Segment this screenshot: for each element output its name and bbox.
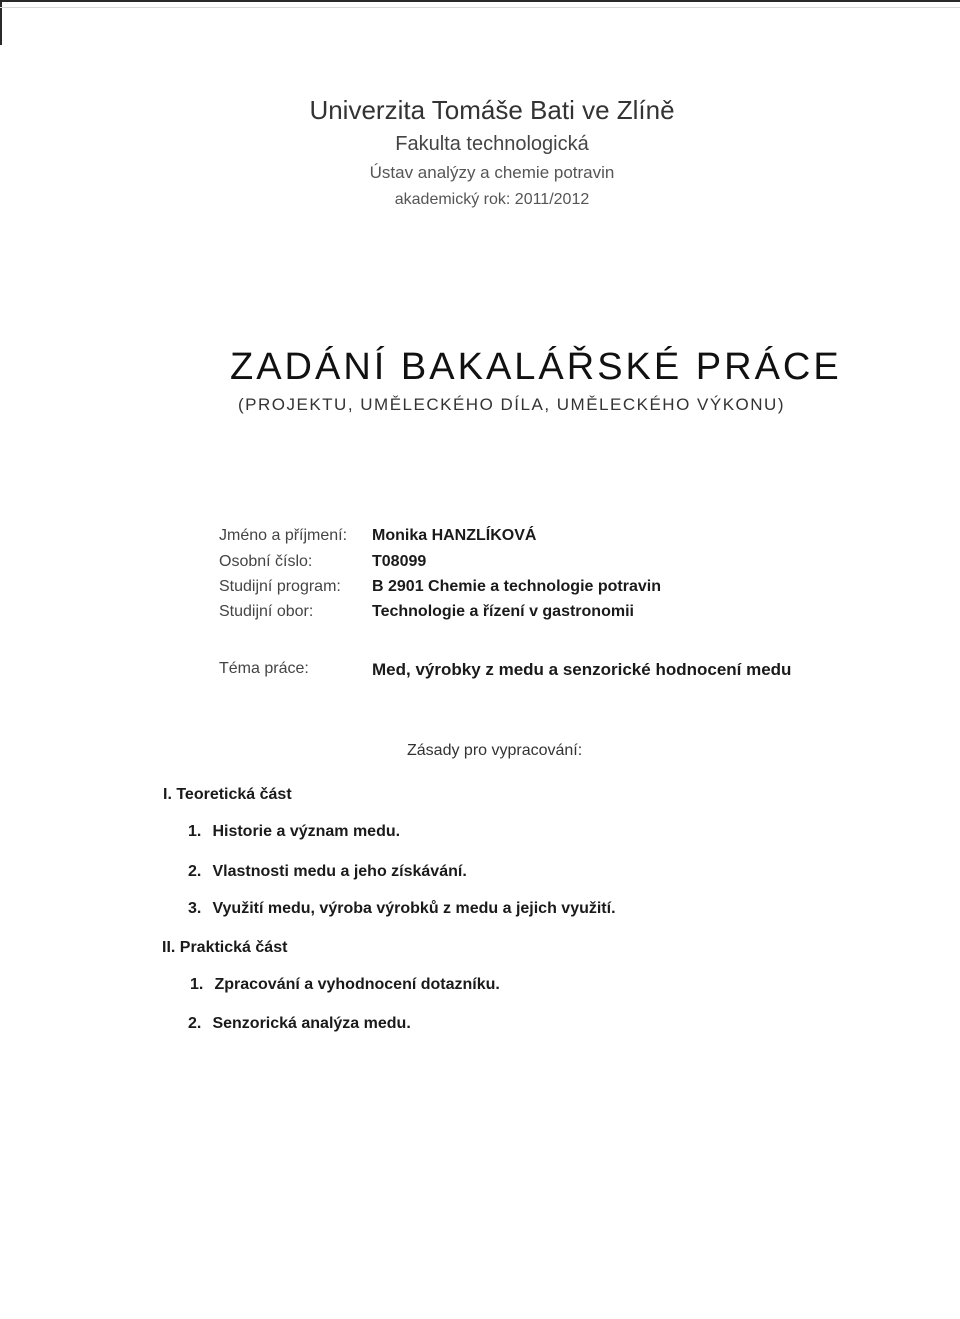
study-field-value: Technologie a řízení v gastronomii — [372, 603, 634, 620]
study-program-label: Studijní program: — [219, 578, 341, 595]
list-item — [188, 823, 400, 841]
thesis-topic-label: Téma práce: — [219, 660, 309, 677]
faculty-name: Fakulta technologická — [395, 133, 589, 155]
thesis-topic-value: Med, výrobky z medu a senzorické hodnocení medu — [372, 660, 792, 679]
document-title: ZADÁNÍ BAKALÁŘSKÉ PRÁCE — [230, 346, 842, 388]
academic-year: akademický rok: 2011/2012 — [394, 191, 590, 208]
name-value: Monika HANZLÍKOVÁ — [372, 527, 537, 544]
item-text: Historie a význam medu. — [212, 823, 401, 840]
institute-name: Ústav analýzy a chemie potravin — [369, 163, 615, 182]
section-theoretical: I. Teoretická část — [163, 786, 292, 803]
list-item — [188, 900, 616, 918]
list-item — [188, 863, 467, 881]
item-number: 1. — [190, 976, 204, 993]
item-text: Vlastnosti medu a jeho získávání. — [212, 863, 467, 880]
section-practical: II. Praktická část — [162, 939, 288, 956]
guidelines-heading: Zásady pro vypracování: — [407, 742, 583, 759]
item-text: Využití medu, výroba výrobků z medu a jejich využití. — [212, 900, 616, 917]
name-label: Jméno a příjmení: — [219, 527, 348, 544]
list-item — [188, 1015, 411, 1033]
study-program-value: B 2901 Chemie a technologie potravin — [372, 578, 661, 595]
item-text: Senzorická analýza medu. — [212, 1015, 411, 1032]
university-name: Univerzita Tomáše Bati ve Zlíně — [309, 95, 675, 125]
document-subtitle: (PROJEKTU, UMĚLECKÉHO DÍLA, UMĚLECKÉHO VÝKONU) — [238, 395, 785, 414]
scan-border-top — [0, 0, 960, 2]
item-number: 2. — [188, 1015, 202, 1032]
scan-border-line — [0, 7, 960, 8]
item-number: 2. — [188, 863, 202, 880]
student-id-label: Osobní číslo: — [219, 553, 313, 570]
list-item — [190, 976, 500, 994]
item-text: Zpracování a vyhodnocení dotazníku. — [214, 976, 500, 993]
study-field-label: Studijní obor: — [219, 603, 314, 620]
item-number: 3. — [188, 900, 202, 917]
student-id-value: T08099 — [372, 553, 427, 570]
item-number: 1. — [188, 823, 202, 840]
